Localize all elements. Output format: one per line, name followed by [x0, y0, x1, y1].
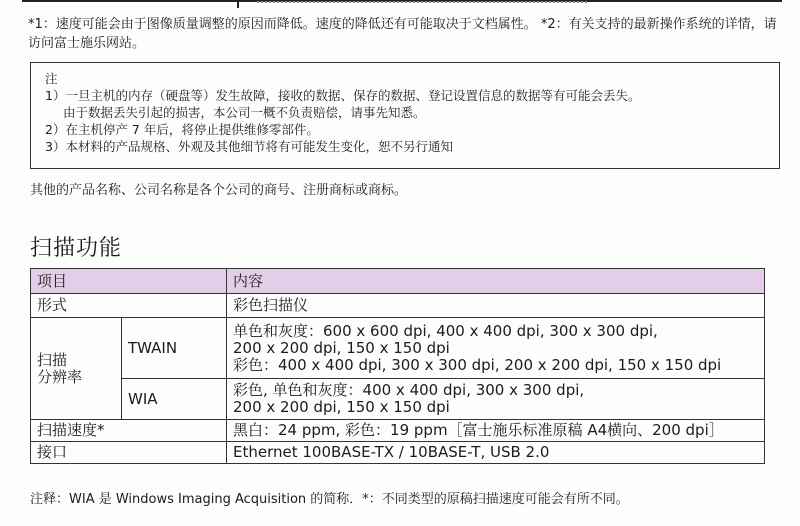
notes-title: 注	[45, 71, 58, 86]
top-table-edge	[22, 0, 782, 10]
table-row	[31, 318, 765, 379]
note-item-2: 2）在主机停产 7 年后，将停止提供维修零部件。	[45, 122, 319, 137]
twain-line-3: 彩色：400 x 400 dpi, 300 x 300 dpi, 200 x 200 dpi, 150 x 150 dpi	[233, 355, 722, 374]
interface-label: 接口	[31, 442, 227, 464]
wia-value	[227, 379, 765, 420]
bottom-note: 注释：WIA 是 Windows Imaging Acquisition 的简称．*：不同类型的原稿扫描速度可能会有所不同。	[30, 492, 629, 507]
table-header-row	[31, 269, 765, 294]
cropped-text-line	[257, 0, 587, 3]
resolution-label-line1: 扫描	[37, 350, 68, 369]
section-title: 扫描功能	[30, 236, 123, 261]
note-item-1: 1）一旦主机的内存（硬盘等）发生故障，接收的数据、保存的数据、登记设置信息的数据等有可能会丢失。	[45, 88, 641, 103]
twain-label: TWAIN	[122, 318, 227, 379]
wia-label: WIA	[122, 379, 227, 420]
wia-line-1: 彩色, 单色和灰度：400 x 400 dpi, 300 x 300 dpi,	[233, 381, 585, 399]
resolution-label	[31, 318, 122, 420]
header-content: 内容	[227, 269, 765, 294]
form-value: 彩色扫描仪	[227, 294, 765, 318]
header-item: 项目	[31, 269, 227, 294]
table-row	[31, 442, 765, 464]
twain-line-2: 200 x 200 dpi, 150 x 150 dpi	[233, 338, 450, 357]
wia-line-2: 200 x 200 dpi, 150 x 150 dpi	[233, 398, 450, 416]
scan-spec-table	[30, 268, 765, 464]
twain-line-1: 单色和灰度：600 x 600 dpi, 400 x 400 dpi, 300 x 300 dpi,	[233, 321, 658, 340]
table-row	[31, 420, 765, 442]
table-row	[31, 379, 765, 420]
twain-value	[227, 318, 765, 379]
resolution-label-line2: 分辨率	[37, 367, 83, 386]
trademark-notice: 其他的产品名称、公司名称是各个公司的商号、注册商标或商标。	[30, 183, 408, 198]
speed-value: 黑白：24 ppm, 彩色：19 ppm［富士施乐标准原稿 A4横向、200 dpi］	[227, 420, 765, 442]
note-item-3: 3）本材料的产品规格、外观及其他细节将有可能发生变化，恕不另行通知	[45, 139, 453, 154]
interface-value: Ethernet 100BASE-TX / 10BASE-T, USB 2.0	[227, 442, 765, 464]
notes-box	[30, 62, 780, 169]
table-divider	[237, 0, 239, 8]
footnote-text: *1：速度可能会由于图像质量调整的原因而降低。速度的降低还有可能取决于文档属性。 *2：有关支持的最新操作系统的详情，请访问富士施乐网站。	[28, 17, 777, 51]
speed-label: 扫描速度*	[31, 420, 227, 442]
table-row	[31, 294, 765, 318]
form-label: 形式	[31, 294, 227, 318]
note-item-1-continued: 由于数据丢失引起的损害，本公司一概不负责赔偿，请事先知悉。	[63, 105, 426, 120]
